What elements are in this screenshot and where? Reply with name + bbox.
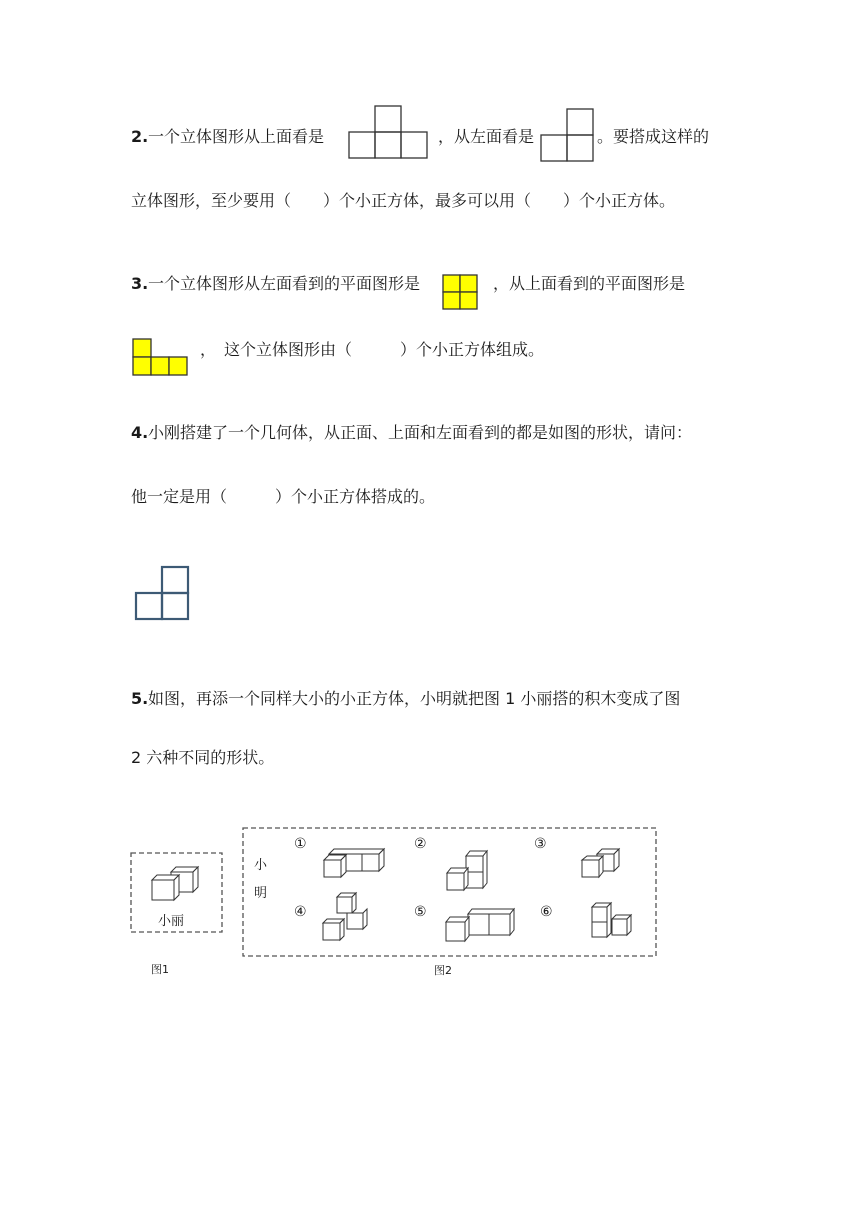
figure-1-caption: 图1 bbox=[151, 963, 169, 976]
q2-top-view-figure bbox=[349, 105, 429, 159]
option-number-1: ① bbox=[294, 836, 307, 852]
q4-text-line2: 他一定是用（ ）个小正方体搭成的。 bbox=[131, 487, 436, 506]
option-number-5: ⑤ bbox=[414, 904, 427, 920]
xiaoming-label-2: 明 bbox=[254, 886, 268, 901]
q3-text-part1: 一个立体图形从左面看到的平面图形是 bbox=[148, 274, 421, 293]
q2-text-part3: 。要搭成这样的 bbox=[597, 127, 710, 146]
q5-text-line2: 2 六种不同的形状。 bbox=[131, 748, 275, 767]
q4-number: 4. bbox=[131, 423, 149, 442]
option-number-2: ② bbox=[414, 836, 427, 852]
xiaoming-label-1: 小 bbox=[254, 858, 268, 873]
q2-number: 2. bbox=[131, 127, 149, 146]
figure-1-blocks bbox=[152, 867, 198, 900]
option-number-4: ④ bbox=[294, 904, 307, 920]
q4-text-line1: 小刚搭建了一个几何体，从正面、上面和左面看到的都是如图的形状，请问： bbox=[148, 423, 693, 442]
q3-text-part2: ，从上面看到的平面图形是 bbox=[493, 274, 686, 293]
q2-text-part1: 一个立体图形从上面看是 bbox=[148, 127, 325, 146]
option-number-3: ③ bbox=[534, 836, 547, 852]
q2-text-line2: 立体图形，至少要用（ ）个小正方体，最多可以用（ ）个小正方体。 bbox=[131, 191, 676, 210]
option-number-6: ⑥ bbox=[540, 904, 553, 920]
q4-view-figure bbox=[135, 566, 191, 622]
figure-1-label: 小丽 bbox=[158, 914, 185, 929]
q5-text-line1: 如图，再添一个同样大小的小正方体，小明就把图 1 小丽搭的积木变成了图 bbox=[148, 689, 681, 708]
q3-top-view-figure bbox=[132, 338, 188, 376]
q2-text-part2: ，从左面看是 bbox=[438, 127, 535, 146]
q3-number: 3. bbox=[131, 274, 149, 293]
figure-2-caption: 图2 bbox=[434, 964, 452, 977]
q3-text-line2: ， 这个立体图形由（ ）个小正方体组成。 bbox=[200, 340, 545, 359]
q2-left-view-figure bbox=[540, 108, 596, 162]
q3-left-view-figure bbox=[442, 274, 478, 310]
q5-number: 5. bbox=[131, 689, 149, 708]
